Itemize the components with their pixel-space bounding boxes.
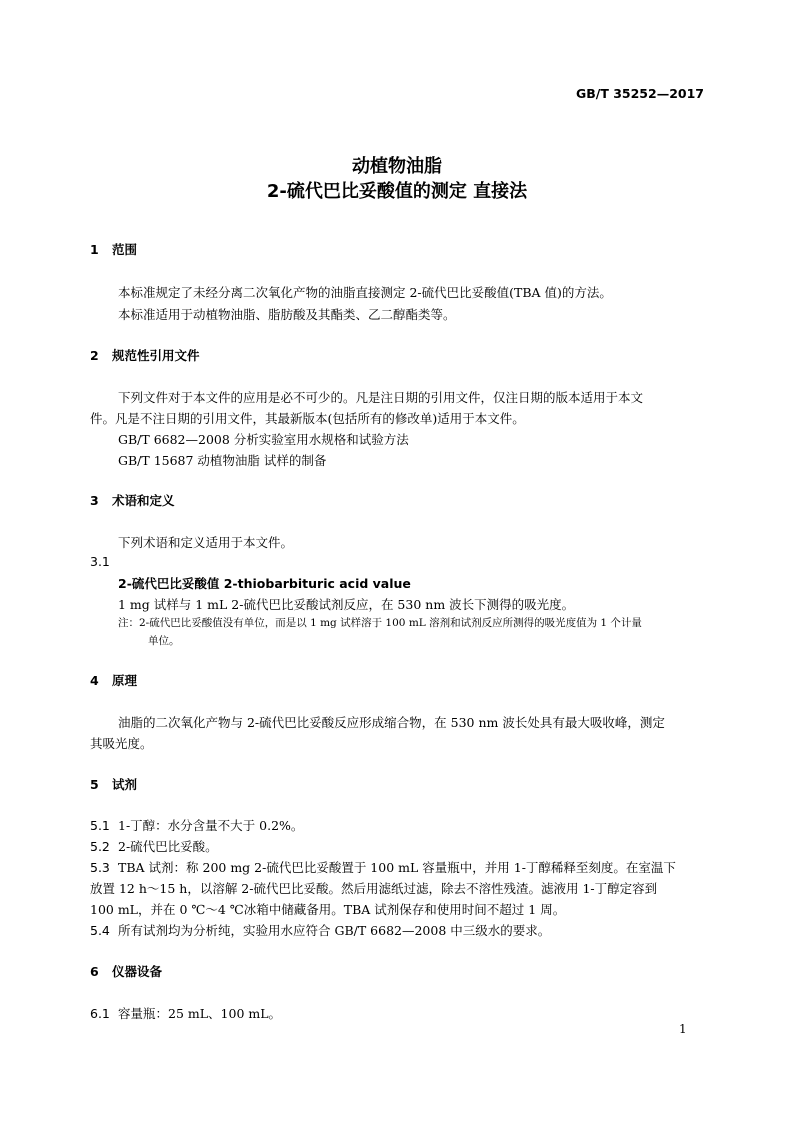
section-number: 3 — [90, 493, 99, 508]
section-title: 规范性引用文件 — [112, 348, 200, 363]
section-heading-normative-references — [90, 346, 200, 364]
reagent-item — [90, 816, 303, 834]
section-number: 2 — [90, 348, 99, 363]
item-number: 5.2 — [90, 839, 110, 854]
paragraph: 下列术语和定义适用于本文件。 — [118, 535, 294, 550]
paragraph: 本标准适用于动植物油脂、脂肪酸及其酯类、乙二醇酯类等。 — [118, 307, 456, 322]
section-title: 原理 — [112, 673, 138, 688]
section-number: 1 — [90, 242, 99, 257]
section-number: 5 — [90, 777, 99, 792]
item-number: 5.1 — [90, 818, 110, 833]
item-number: 5.3 — [90, 860, 110, 875]
section-heading-reagents — [90, 775, 137, 793]
item-text: 所有试剂均为分析纯，实验用水应符合 GB/T 6682—2008 中三级水的要求。 — [118, 923, 551, 938]
reagent-item — [90, 921, 550, 939]
paragraph: 下列文件对于本文件的应用是必不可少的。凡是注日期的引用文件，仅注日期的版本适用于本文 — [118, 390, 644, 405]
apparatus-item — [90, 1004, 281, 1022]
paragraph: 其吸光度。 — [90, 736, 153, 751]
note: 单位。 — [148, 635, 180, 647]
term-definition: 1 mg 试样与 1 mL 2-硫代巴比妥酸试剂反应，在 530 nm 波长下测得的吸光度。 — [118, 597, 575, 612]
reagent-item — [90, 858, 676, 876]
section-title: 术语和定义 — [112, 493, 175, 508]
section-heading-principle — [90, 671, 137, 689]
section-heading-terms — [90, 491, 175, 509]
item-text: 2-硫代巴比妥酸。 — [118, 839, 218, 854]
note: 注：2-硫代巴比妥酸值没有单位，而是以 1 mg 试样溶于 100 mL 溶剂和试剂反应所测得的吸光度值为 1 个计量 — [118, 617, 642, 629]
reference-item: GB/T 6682—2008 分析实验室用水规格和试验方法 — [118, 432, 409, 447]
standard-number: GB/T 35252—2017 — [575, 86, 704, 101]
item-number: 5.4 — [90, 923, 110, 938]
section-heading-apparatus — [90, 962, 162, 980]
paragraph: 本标准规定了未经分离二次氧化产物的油脂直接测定 2-硫代巴比妥酸值(TBA 值)的方法。 — [118, 285, 612, 300]
subsection-number: 3.1 — [90, 554, 110, 569]
item-number: 6.1 — [90, 1006, 110, 1021]
section-title: 试剂 — [112, 777, 138, 792]
section-heading-scope — [90, 240, 137, 258]
section-number: 6 — [90, 964, 99, 979]
item-text: 容量瓶：25 mL、100 mL。 — [118, 1006, 282, 1021]
item-text: 1-丁醇：水分含量不大于 0.2%。 — [118, 818, 304, 833]
paragraph: 件。凡是不注日期的引用文件，其最新版本(包括所有的修改单)适用于本文件。 — [90, 411, 525, 426]
page-number: 1 — [679, 1022, 687, 1036]
term-title: 2-硫代巴比妥酸值 2-thiobarbituric acid value — [118, 576, 411, 591]
paragraph: 放置 12 h～15 h，以溶解 2-硫代巴比妥酸。然后用滤纸过滤，除去不溶性残渣。滤液用 1-丁醇定容到 — [90, 881, 658, 896]
item-text: TBA 试剂：称 200 mg 2-硫代巴比妥酸置于 100 mL 容量瓶中，并用 1-丁醇稀释至刻度。在室温下 — [118, 860, 676, 875]
section-title: 仪器设备 — [112, 964, 163, 979]
paragraph: 100 mL，并在 0 ℃～4 ℃冰箱中储藏备用。TBA 试剂保存和使用时间不超过 1 周。 — [90, 902, 566, 917]
reagent-item — [90, 837, 218, 855]
section-number: 4 — [90, 673, 99, 688]
document-title-line2: 2-硫代巴比妥酸值的测定 直接法 — [266, 181, 528, 202]
section-title: 范围 — [112, 242, 138, 257]
paragraph: 油脂的二次氧化产物与 2-硫代巴比妥酸反应形成缩合物，在 530 nm 波长处具有最大吸收峰，测定 — [118, 715, 665, 730]
reference-item: GB/T 15687 动植物油脂 试样的制备 — [118, 453, 327, 468]
document-title-line1: 动植物油脂 — [352, 156, 442, 177]
